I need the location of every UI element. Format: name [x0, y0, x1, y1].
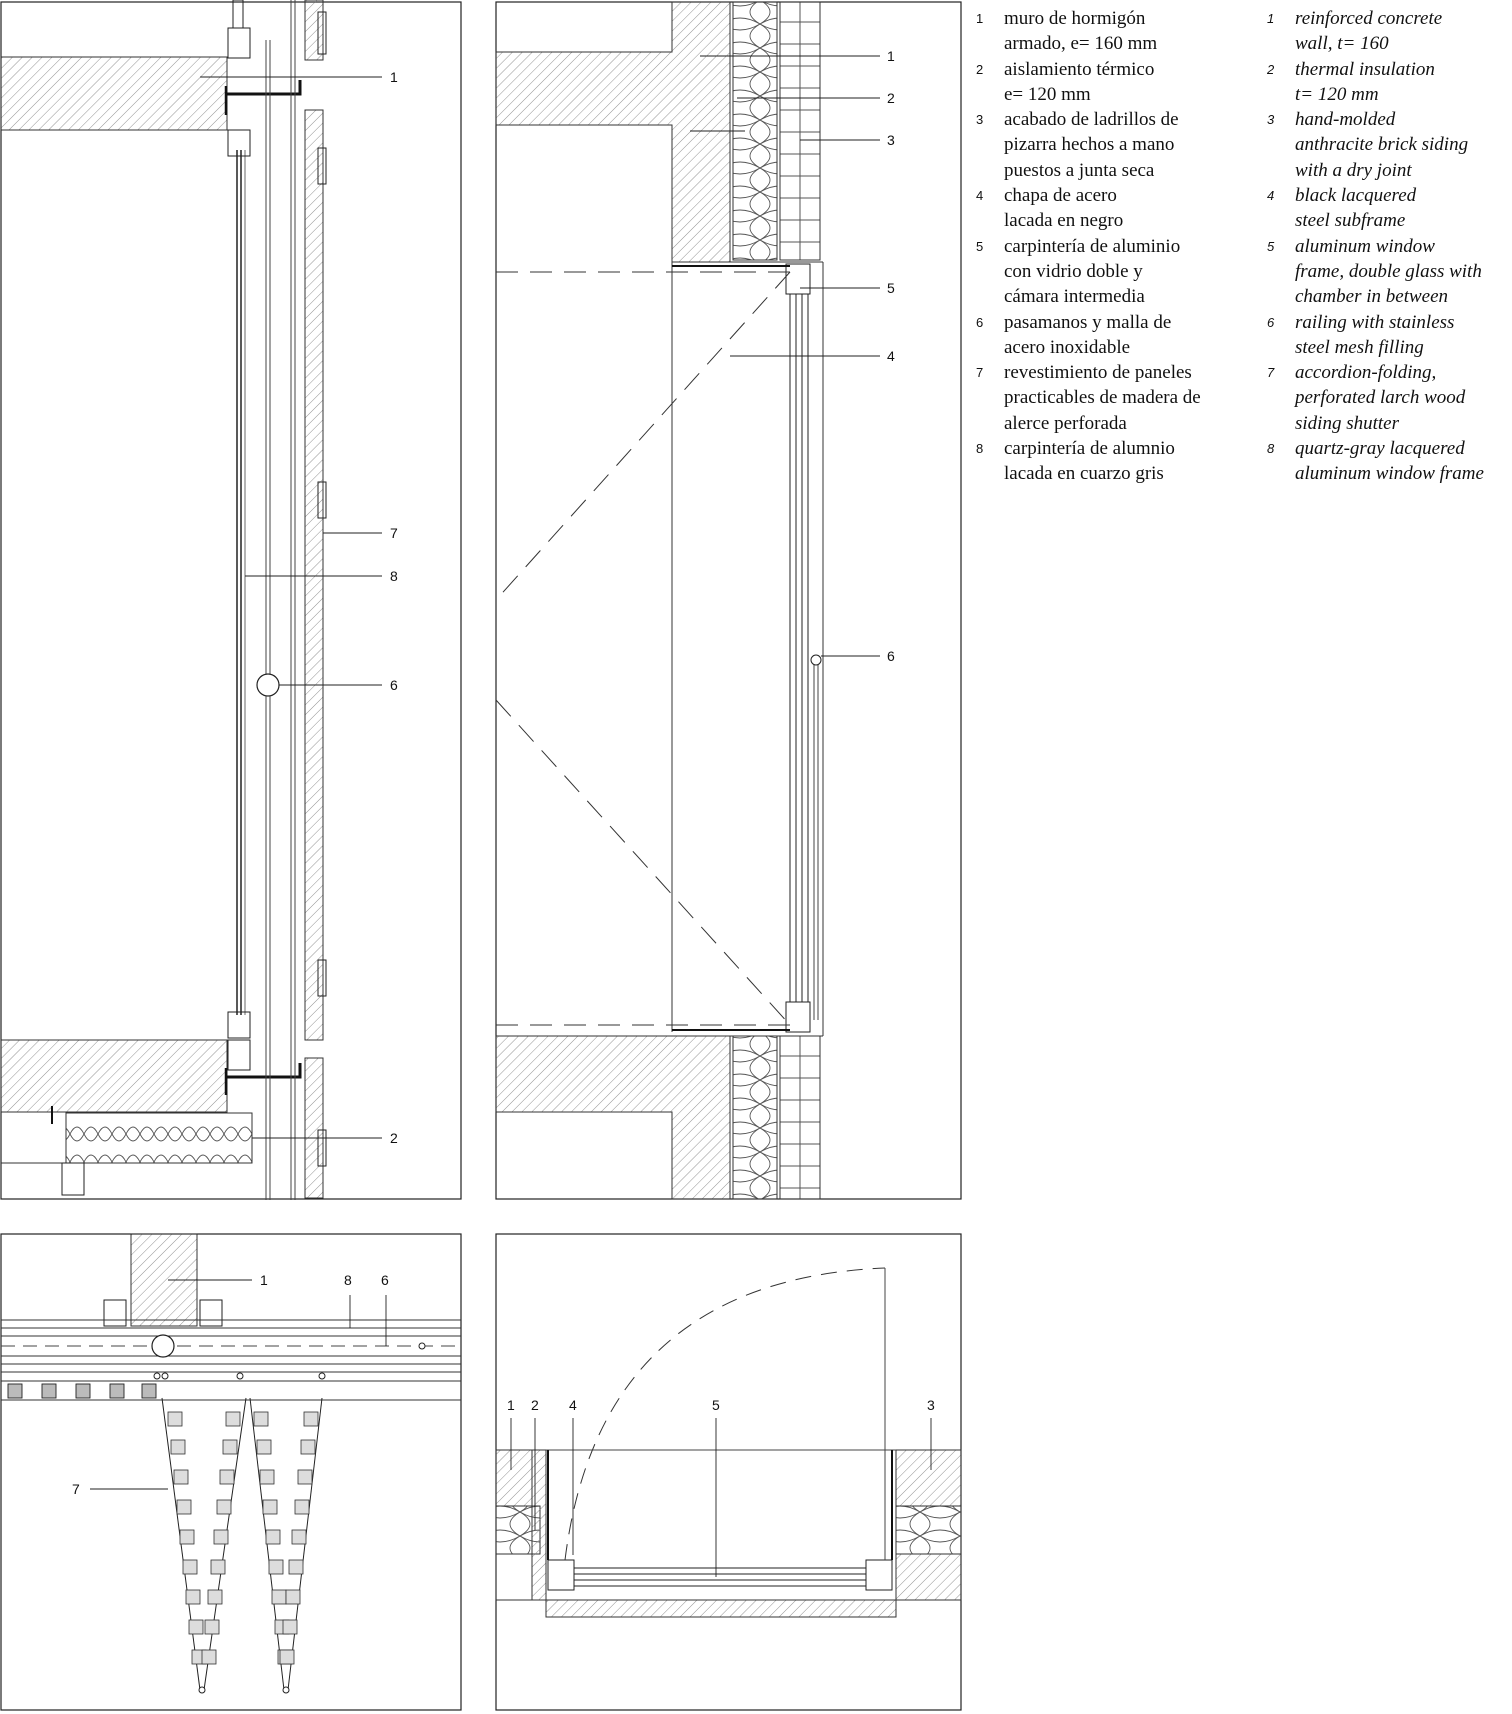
p3-callout-8: 8	[344, 1272, 352, 1288]
p2-callout-1: 1	[887, 48, 895, 64]
p2-callout-2: 2	[887, 90, 895, 106]
p1-callout-2: 2	[390, 1130, 398, 1146]
panel-shutter-plan	[1, 1234, 461, 1710]
legend-es-item: 8 carpintería de alumnio lacada en cuarzo gris	[976, 438, 1175, 485]
p2-callout-5: 5	[887, 280, 895, 296]
legend-english	[1267, 6, 1512, 487]
p4-callout-1: 1	[507, 1397, 515, 1413]
p3-callout-7: 7	[72, 1481, 80, 1497]
legend-es-item: 4 chapa de acero lacada en negro	[976, 185, 1124, 232]
legend-en-item: 2 thermal insulation t= 120 mm	[1267, 58, 1435, 105]
panel-window-section	[496, 2, 961, 1199]
p3-callout-1: 1	[260, 1272, 268, 1288]
p1-callout-1: 1	[390, 69, 398, 85]
legend-en-item: 6 railing with stainless steel mesh filling	[1267, 311, 1455, 358]
p3-callout-6: 6	[381, 1272, 389, 1288]
legend-en-item: 1 reinforced concrete wall, t= 160	[1267, 8, 1443, 55]
legend-es-item: 6 pasamanos y malla de acero inoxidable	[976, 311, 1172, 358]
p1-callout-7: 7	[390, 525, 398, 541]
legend-en-item: 5 aluminum window frame, double glass with chamber in between	[1267, 235, 1482, 308]
legend-es-item: 5 carpintería de aluminio con vidrio doble y cámara intermedia	[976, 235, 1181, 308]
p1-callout-8: 8	[390, 568, 398, 584]
legend-en-item: 8 quartz-gray lacquered aluminum window frame	[1267, 438, 1484, 485]
legend-es-item: 2 aislamiento térmico e= 120 mm	[976, 58, 1155, 105]
p4-callout-3: 3	[927, 1397, 935, 1413]
legend-spanish	[976, 6, 1256, 487]
p4-callout-2: 2	[531, 1397, 539, 1413]
legend-en-item: 4 black lacquered steel subframe	[1267, 185, 1417, 232]
p1-callout-6: 6	[390, 677, 398, 693]
p4-callout-5: 5	[712, 1397, 720, 1413]
legend-en-item: 3 hand-molded anthracite brick siding with a dry joint	[1267, 109, 1469, 181]
legend-es-item: 3 acabado de ladrillos de pizarra hechos a mano puestos a junta seca	[976, 109, 1179, 181]
p4-callout-4: 4	[569, 1397, 577, 1413]
p2-callout-4: 4	[887, 348, 895, 364]
p2-callout-3: 3	[887, 132, 895, 148]
legend-en-item: 7 accordion-folding, perforated larch wood siding shutter	[1267, 362, 1466, 434]
legend-es-item: 7 revestimiento de paneles practicables de madera de alerce perforada	[976, 362, 1201, 434]
p2-callout-6: 6	[887, 648, 895, 664]
legend-es-item: 1 muro de hormigón armado, e= 160 mm	[976, 8, 1158, 55]
panel-window-plan	[496, 1234, 961, 1710]
panel-vertical-section	[1, 0, 461, 1200]
